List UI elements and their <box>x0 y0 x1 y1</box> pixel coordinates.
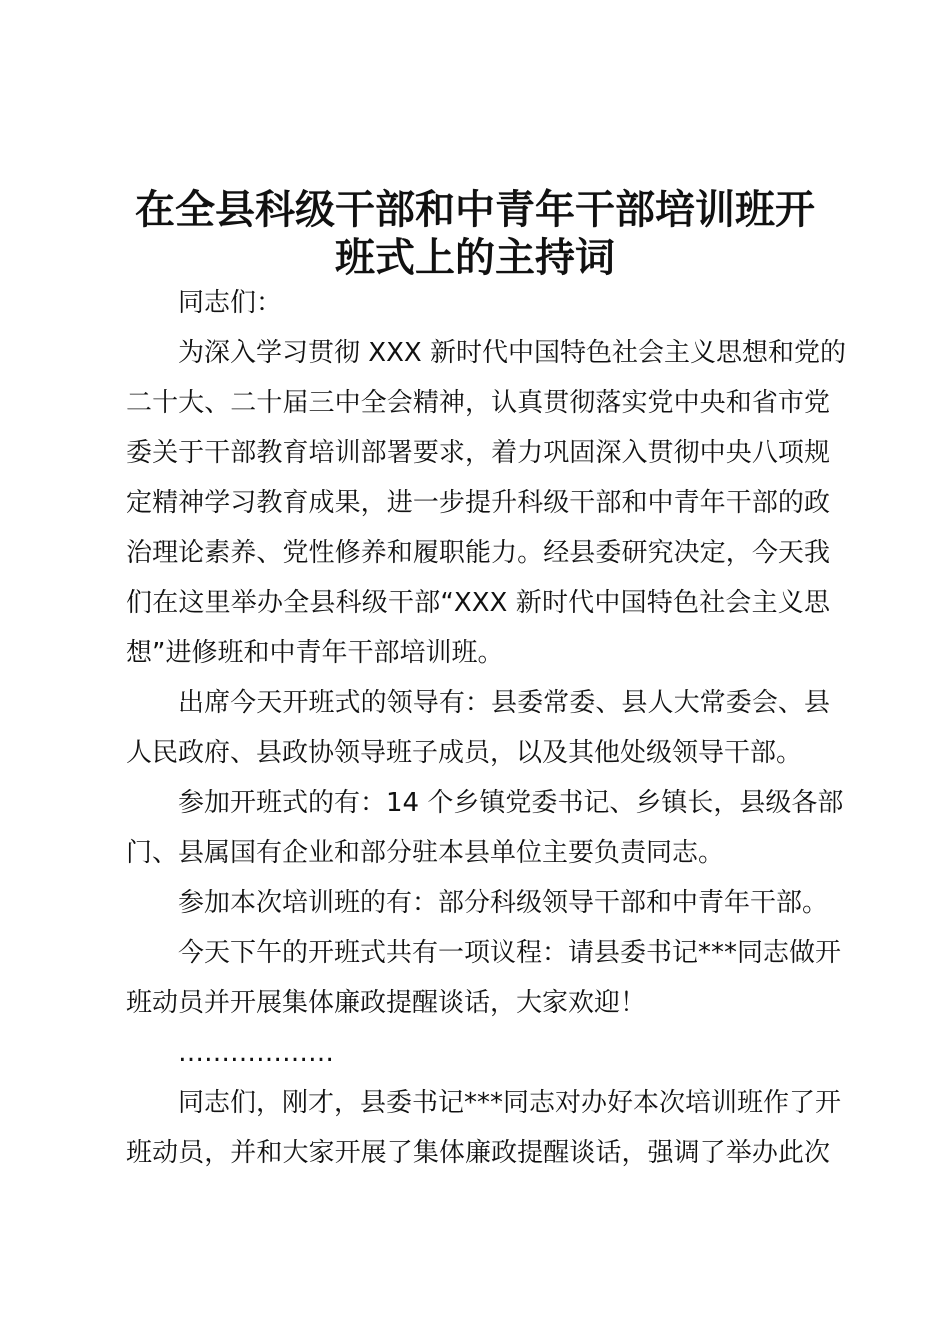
paragraph <box>126 1028 830 1078</box>
paragraph-line: 治理论素养、党性修养和履职能力。经县委研究决定，今天我 <box>126 538 830 568</box>
paragraph-line: 班动员并开展集体廉政提醒谈话，大家欢迎！ <box>126 988 647 1018</box>
paragraph-line: 想”进修班和中青年干部培训班。 <box>126 638 504 668</box>
paragraph <box>126 928 842 1028</box>
paragraph-line: 委关于干部教育培训部署要求，着力巩固深入贯彻中央八项规 <box>126 438 830 468</box>
document-body <box>126 278 846 1178</box>
paragraph <box>126 778 844 878</box>
document-title-line-2: 班式上的主持词 <box>335 235 615 281</box>
paragraph-line: 班动员，并和大家开展了集体廉政提醒谈话，强调了举办此次 <box>126 1138 830 1168</box>
paragraph-line: 为深入学习贯彻 XXX 新时代中国特色社会主义思想和党的 <box>178 338 846 368</box>
paragraph-line: 参加开班式的有：14 个乡镇党委书记、乡镇长，县级各部 <box>178 788 844 818</box>
paragraph <box>126 678 830 778</box>
paragraph-line: 出席今天开班式的领导有：县委常委、县人大常委会、县 <box>178 688 830 718</box>
paragraph <box>126 328 846 678</box>
paragraph-line: 同志们，刚才，县委书记***同志对办好本次培训班作了开 <box>178 1088 842 1118</box>
paragraph-line: 同志们： <box>178 288 283 318</box>
paragraph-line: 二十大、二十届三中全会精神，认真贯彻落实党中央和省市党 <box>126 388 830 418</box>
paragraph-line: ……………… <box>178 1038 334 1068</box>
document-title-line-1: 在全县科级干部和中青年干部培训班开 <box>135 187 815 233</box>
paragraph-line: 今天下午的开班式共有一项议程：请县委书记***同志做开 <box>178 938 842 968</box>
paragraph-line: 门、县属国有企业和部分驻本县单位主要负责同志。 <box>126 838 725 868</box>
paragraph-line: 参加本次培训班的有：部分科级领导干部和中青年干部。 <box>178 888 829 918</box>
paragraph <box>126 878 830 928</box>
paragraph-line: 定精神学习教育成果，进一步提升科级干部和中青年干部的政 <box>126 488 830 518</box>
paragraph-line: 们在这里举办全县科级干部“XXX 新时代中国特色社会主义思 <box>126 588 830 618</box>
paragraph-line: 人民政府、县政协领导班子成员，以及其他处级领导干部。 <box>126 738 803 768</box>
paragraph <box>126 1078 842 1178</box>
paragraph <box>126 278 830 328</box>
